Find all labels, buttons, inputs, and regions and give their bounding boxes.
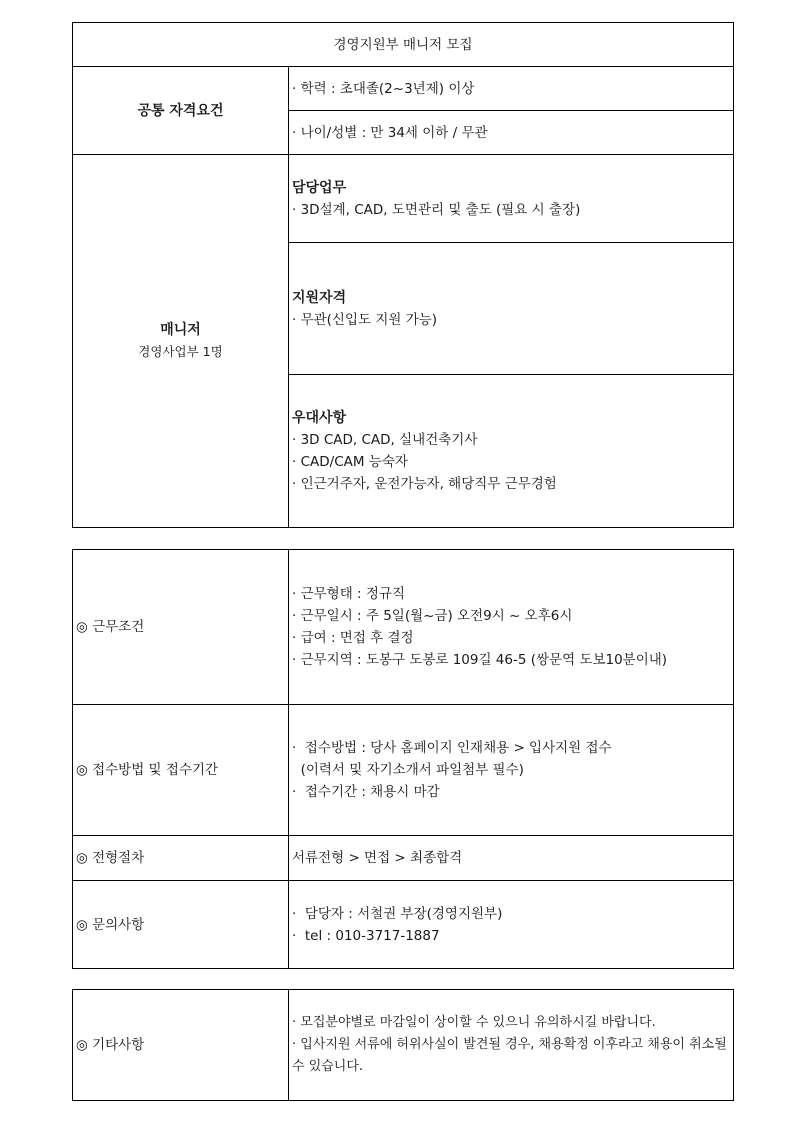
etc-table <box>72 989 734 1101</box>
condition-item: · 급여 : 면접 후 결정 <box>292 630 414 646</box>
duties-cell <box>289 155 734 243</box>
preference-item: · 인근거주자, 운전가능자, 해당직무 근무경험 <box>292 476 557 492</box>
qualification-item: · 무관(신입도 지원 가능) <box>292 311 438 328</box>
preference-cell <box>289 375 734 528</box>
duty-item: · 3D설계, CAD, 도면관리 및 출도 (필요 시 출장) <box>292 201 581 218</box>
application-cell <box>289 705 734 836</box>
inquiry-cell <box>289 881 734 969</box>
inquiry-item: · 담당자 : 서철권 부장(경영지원부) <box>292 905 503 922</box>
etc-item: · 모집분야별로 마감일이 상이할 수 있으니 유의하시길 바랍니다. <box>292 1015 656 1030</box>
etc-label: ◎ 기타사항 <box>73 990 289 1101</box>
page-title: 경영지원부 매니저 모집 <box>73 23 734 67</box>
position-table <box>72 22 734 528</box>
condition-item: · 근무일시 : 주 5일(월~금) 오전9시 ~ 오후6시 <box>292 608 573 624</box>
conditions-label: ◎ 근무조건 <box>73 550 289 705</box>
inquiry-item: · tel : 010-3717-1887 <box>292 927 440 944</box>
process-label: ◎ 전형절차 <box>73 836 289 881</box>
etc-cell <box>289 990 734 1101</box>
application-item: · 접수기간 : 채용시 마감 <box>292 784 440 800</box>
qualification-cell <box>289 243 734 375</box>
application-item: (이력서 및 자기소개서 파일첨부 필수) <box>292 762 524 778</box>
conditions-table <box>72 549 734 969</box>
application-label: ◎ 접수방법 및 접수기간 <box>73 705 289 836</box>
age-gender-requirement: · 나이/성별 : 만 34세 이하 / 무관 <box>289 111 734 155</box>
preference-item: · CAD/CAM 능숙자 <box>292 454 408 470</box>
manager-sub: 경영사업부 1명 <box>138 344 223 359</box>
education-requirement: · 학력 : 초대졸(2~3년제) 이상 <box>289 67 734 111</box>
qualification-heading: 지원자격 <box>292 289 347 306</box>
inquiry-label: ◎ 문의사항 <box>73 881 289 969</box>
etc-item: · 입사지원 서류에 허위사실이 발견될 경우, 채용확정 이후라고 채용이 취소될 수 있습니다. <box>292 1037 727 1074</box>
process-value: 서류전형 > 면접 > 최종합격 <box>289 836 734 881</box>
manager-label: 매니저 <box>160 322 201 338</box>
manager-label-cell <box>73 155 289 528</box>
duties-heading: 담당업무 <box>292 179 347 196</box>
conditions-cell <box>289 550 734 705</box>
preference-item: · 3D CAD, CAD, 실내건축기사 <box>292 432 478 448</box>
condition-item: · 근무형태 : 정규직 <box>292 586 406 602</box>
preference-heading: 우대사항 <box>292 410 347 426</box>
application-item: · 접수방법 : 당사 홈페이지 인재채용 > 입사지원 접수 <box>292 740 612 756</box>
condition-item: · 근무지역 : 도봉구 도봉로 109길 46-5 (쌍문역 도보10분이내) <box>292 652 668 668</box>
common-requirements-label: 공통 자격요건 <box>73 67 289 155</box>
